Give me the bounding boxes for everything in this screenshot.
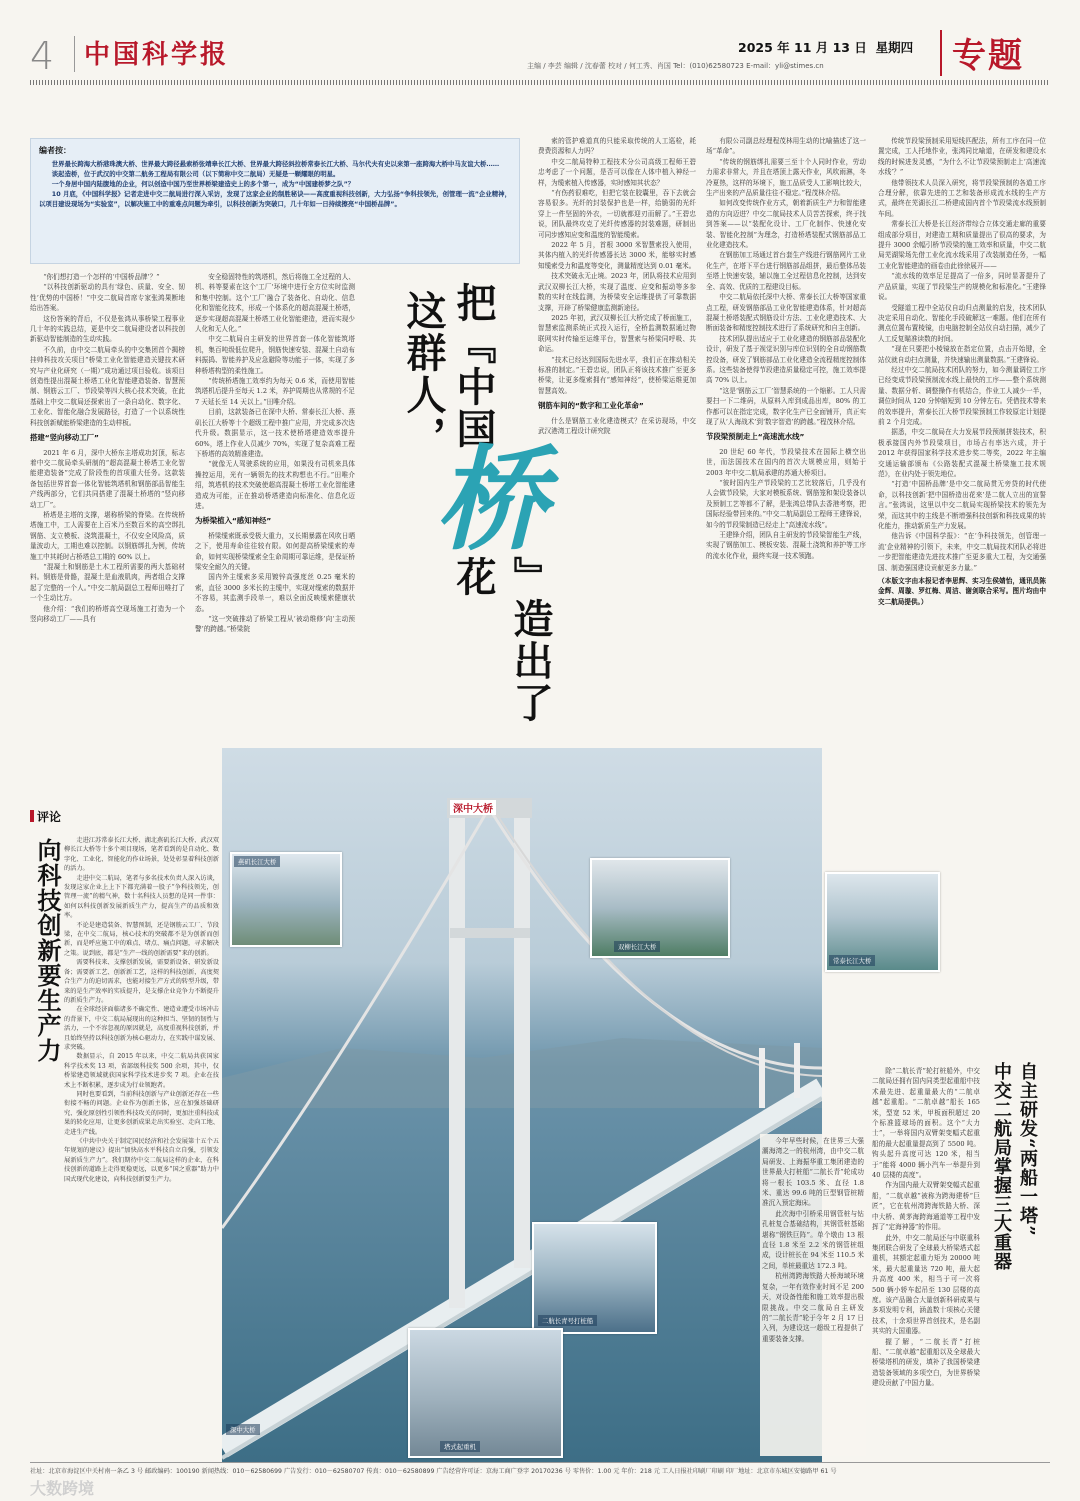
paper-name: 中国科学报 bbox=[84, 40, 230, 70]
col3-p4: 2022 年 5 月，首根 3000 米智慧索投入使用，其体内植入的光纤传感器长达 3000 米，能够实时感知缆索受力和温度等变化，测量精度达到 0.01 毫米。 bbox=[538, 241, 696, 270]
col4-p4: 在钢筋加工场通过首台套生产线进行钢筋网片工业化生产，在塔下平台进行钢筋部品组拼，最后整体吊装至塔上快速安装，辅以施工全过程信息化控制，达到安全、高效、优质的工程建设目标。 bbox=[706, 251, 866, 291]
col2-p5: “就像无人驾驶系统的应用，如果没有司机来具体操控运用，光有一辆领先的技术构想也不行。”田唯介绍，筑塔机的技术突破使超高混凝土桥塔工业化智能建造成为可能，正在推动桥塔建造向标准化、信息化迈进。 bbox=[195, 460, 355, 510]
col5-p3: 常泰长江大桥是长江经济带综合立体交通走廊的重要组成部分项目，对建造工期和质量提出了很高的要求，为提升 3000 余幅引桥节段梁的施工效率和质量，中交二航局芜湖梁场先借工业化流水线采用了改装制造任务，一幅工业化智能建造的画卷由此徐徐展开—— bbox=[878, 220, 1046, 270]
col4-p6: 技术团队提出适应于工业化建造的钢筋部品装配化设计，研发了基于视觉识别与库位识别的全自动钢筋数控设备，研发了钢筋部品工业化建造全流程精度控制体系。这些装备使得节段建造质量稳定可控，施工效率提高 70% 以上。 bbox=[706, 334, 866, 385]
caption-main-deck: 深中大桥 bbox=[226, 1424, 260, 1435]
col1-p1: “你们想打造一个怎样的‘中国桥品牌’？” bbox=[43, 273, 160, 281]
col1-p4: 不久前，由中交二航局牵头的中交集团首个揭榜挂帅科技攻关项目“桥梁工业化智能建造关键技术研究与产业化研究（一期）”成功通过项目验收。该项目创造性提出混凝土桥塔工业化智能建造装备、智慧预制、钢筋云工厂、节段梁等四大核心技术突破，在此基础上中交二航局还探索出了一条自动化、数字化、工业化、智能化融合发展路径，打造了一个以系统性科技创新赋能桥梁建造的生动样板。 bbox=[30, 345, 185, 427]
col3-p3: “有伤药很难吃，但把它装在胶囊里，吞下去就会容易很多。光纤的封装保护也是一样，给脆弱的光纤穿上一件坚固的外衣，一切就都迎刃而解了。”王碧忠说，团队最终攻克了光纤传感器的封装难题，研制出可同步感知应变和温度的智能缆索。 bbox=[538, 189, 696, 239]
editor-note-label: 编者按： bbox=[39, 146, 71, 155]
commentary-p8: 《中共中央关于制定国民经济和社会发展第十五个五年规划的建议》提出“加快高水平科技自立自强，引领发展新质生产力”。我们期待中交二航局这样的企业，在科技创新的道路上走得更稳更远，以更多“国之重器”助力中国式现代化建设，向科技创新要生产力。 bbox=[64, 1138, 219, 1183]
col1-p3: 这份答案的背后，不仅是张鸿从事桥梁工程事业几十年的实践总结，更是中交二航局建设者以科技创新驱动智能制造的生动实践。 bbox=[30, 314, 185, 344]
caption-crane: 塔式起重机 bbox=[440, 1441, 480, 1452]
article-column-5 bbox=[878, 136, 1046, 836]
photo-changtai-bridge bbox=[825, 872, 940, 972]
col2-p3: “传统桥塔施工效率约为每天 0.6 米，而使用智能筑塔机后提升至每天 1.2 米，养护周期也从常规的不足 7 天延长至 14 天以上。”田唯介绍。 bbox=[195, 377, 355, 406]
col4-subheading: 节段梁预制走上“高速流水线” bbox=[706, 432, 805, 442]
col3-p7: “技术已经达到国际先进水平，我们正在推动相关标准的制定。”王碧忠说，团队正将该技术推广至更多桥梁，让更多缆索拥有“感知神经”，使桥梁运维更加智慧高效。 bbox=[538, 355, 696, 395]
caption-changtai: 常泰长江大桥 bbox=[829, 955, 875, 966]
col4-p9: “彼时国内生产节段梁的工艺比较落后，几乎没有人会做节段梁，大家对模板系统、钢筋笼和架设装备以及预制工艺等都不了解，是张鸿总带队去香港考察，把国际经验带回来的。”中交二航局副总工程师王建锋说，如今的节段梁制造已经走上“高速流水线”。 bbox=[706, 479, 866, 529]
col5-p1: 传统节段梁预制采用短线匹配法，所有工序在同一位置完成，工人托地作业，张鸿同比喻道，在研发和建设水线的时候进发灵感，“为什么不让节段梁预制走上‘高速流水线’？” bbox=[878, 137, 1046, 177]
sidebar-body-left bbox=[760, 1134, 866, 1456]
col5-p4: “流水线的效率足足提高了一倍多，同时显著提升了产品质量，实现了节段梁生产的规模化和标准化。”王建锋说。 bbox=[878, 272, 1046, 302]
col5-p2: 他带领技术人员深入研究，将节段梁预制的各道工序合理分解，依靠先进的工艺和装备形成流水线的生产方式，最终在芜湖长江二桥建成国内首个节段梁流水线预制车间。 bbox=[878, 178, 1046, 218]
col5-p7: 经过中交二航局技术团队的努力，如今测量调位工序已经变成节段梁预制流水线上最快的工序——整个系统测量、数据分析、调整操作有机结合，作业工人减少一半，调位时间从 120 分钟缩短到 10 分钟左右。凭借技术带来的效率提升，常泰长江大桥节段梁预制工作较原定计划提前 2 个月完成。 bbox=[878, 365, 1046, 426]
article-column-1 bbox=[30, 272, 185, 782]
col4-p2: “传统的钢筋绑扎需要三至十个人同时作业，劳动力需求非常大，并且在塔顶上露天作业，风吹雨淋，冬冷夏热，这样的环境下，施工品质受人工影响比较大，生产出来的产品质量往往不稳定。”程茂林介绍。 bbox=[706, 157, 866, 198]
col3-subheading: 钢筋车间的“数字和工业化革命” bbox=[538, 401, 644, 411]
article-column-4 bbox=[706, 136, 866, 826]
photo-crane bbox=[408, 1328, 563, 1458]
col2-p1: 安全稳固特性的筑塔机，然后将施工全过程的人、机、料等要素在这个'工厂'环境中进行全方位实时监测和集中控制。这个'工厂'融合了装备化、自动化、信息化和智能化技术，形成一个体系化的超高混凝土桥塔，逐步实现超高混凝土桥塔工业化智能建造，进而实现少人化和无人化。” bbox=[195, 273, 355, 334]
caption-yanji: 燕矶长江大桥 bbox=[234, 856, 280, 867]
col5-p8: 据悉，中交二航局在大力发展节段预制拼装技术，积极承接国内外节段梁项目，市场占有率达六成，并于 2012 年获得国家科学技术进步奖二等奖，2022 年主编交通运输部颁布《公路装配式混凝土桥梁施工技术规范》，在业内处于领先地位。 bbox=[878, 428, 1046, 478]
sidebar-p4: 握了解，“二航长青”打桩船、“二航卓越”起重船以及全球最大桥梁塔机的研发，填补了我国桥梁建造装备领域的多项空白，为世界桥梁建设贡献了中国力量。 bbox=[872, 1337, 980, 1388]
issue-date: 2025 年 11 月 13 日 星期四 bbox=[738, 40, 914, 55]
col1-p6: 桥塔是主塔的支撑，堪称桥梁的脊梁。在传统桥塔施工中，工人需要在上百米乃至数百米的高空绑扎钢筋、支立模板、浇筑混凝土，不仅安全风险高，质量波动大，工期也难以控制。以钢筋绑扎为例，传统施工中其耗时占桥塔总工期的 60% 以上。 bbox=[30, 510, 185, 561]
col1-p8: 他介绍：“我们的桥塔高空现场施工打造为一个竖向移动工厂——具有 bbox=[30, 604, 185, 623]
col4-p10: 王建锋介绍，团队自主研发的节段梁智能生产线，实现了钢筋加工、模板安装、混凝土浇筑和养护等工序的流水化作业，最终实现一技术领跑。 bbox=[706, 531, 866, 560]
col2-p2: 中交二航局自主研发的世界首套一体化智能筑塔机，集百吨级低位爬升，钢筋快速安装、混凝土自动布料振捣、智能养护及应急避险等功能于一体，实现了多种桥塔构型的柔性施工。 bbox=[195, 335, 355, 375]
editor-note-box bbox=[30, 138, 520, 264]
col3-p6: 2025 年初，武汉双柳长江大桥完成了桥面施工，智慧索监测系统正式投入运行，全桥监测数据通过物联网实时传输至运维平台，智慧索与桥梁同呼吸、共命运。 bbox=[538, 313, 696, 354]
editor-note-p3: 一个身居中国内陆腹地的企业，何以创造中国乃至世界桥梁建造史上的多个第一，成为“中国建桥梦之队”？ bbox=[51, 180, 355, 188]
headline-part3: 』造出了花 bbox=[450, 556, 554, 724]
col3-p1: 索的管护难道真的只能采取传统的人工巡检，耗费费资源和人力吗？ bbox=[538, 137, 696, 156]
col2-p8: “这一突破推动了桥梁工程从‘被动维修’向‘主动预警’的跨越。”桥梁院 bbox=[195, 615, 355, 634]
col1-p2: “以科技创新驱动的具有‘绿色、质量、安全、韧性’优势的中国桥！”中交二航局首席专家张鸿果断地给出答案。 bbox=[30, 283, 185, 313]
col3-p8: 什么是钢筋工业化建造模式？在采访现场，中交武汉港湾工程设计研究院 bbox=[538, 416, 696, 435]
sidebar-p1: 除“二航长青”轮打桩船外，中交二航局还拥有国内同类型起重船中技术最先进、起重量最大的“二航卓越”起重船。“二航卓越”船长 165 米，型宽 52 米，甲板面积超过 20 个标准篮球场的面积。这个“大力士”，一举将国内双臂架变幅式起重船的最大起重量提高到了 5500 吨。钩头起升高度可达 120 米，相当于“能将 4000 辆小汽车一举提升到 40 层楼的高度”。 bbox=[872, 1067, 980, 1180]
commentary-label: 评论 bbox=[30, 808, 61, 825]
masthead bbox=[0, 0, 1080, 80]
sidebar-p2: 作为国内最大双臂架变幅式起重船，“二航卓越”被称为跨海建桥“巨匠”，它在杭州湾跨海铁路大桥、深中大桥、黄茅海跨海通道等工程中发挥了“定海神器”的作用。 bbox=[872, 1181, 980, 1232]
headline-big-character: 桥 bbox=[417, 440, 548, 552]
col2-p4: 目前，这款装备已在深中大桥、常泰长江大桥、燕矶长江大桥等十个超级工程中推广应用，并完成多次迭代升级。数据显示，这一技术使桥塔建造效率提升 60%，塔上作业人员减少 70%，实现了复杂高难工程下桥塔的高效精准建造。 bbox=[195, 408, 355, 458]
commentary-body bbox=[64, 836, 219, 1456]
col4-p1: 有限公司副总经理程茂林用生动的比喻描述了这一场“革命”。 bbox=[706, 137, 866, 156]
editor-note-p4: 10 月底，《中国科学报》记者走进中交二航局进行深入采访，发现了这家企业的制胜秘诀——高度重视科技创新，大力弘扬“争科技领先，创管理一流”企业精神，以项目建设现场为“实验室”，以解决施工中的重难点问题为牵引，以科技创新为突破口，几十年如一日持续擦亮“中国桥品牌”。 bbox=[39, 190, 511, 208]
sidebar-p5: 今年早些时候，在世界三大强潮海湾之一的杭州湾，由中交二航局研发、上海振华重工集团建造的世界最大打桩船“二航长青”轮成功将一根长 103.5 米、直径 1.8 米、重达 99.6 吨的巨型钢管桩精准沉入预定海床。 bbox=[762, 1137, 864, 1208]
photo-yanji-bridge bbox=[230, 852, 342, 947]
caption-changqing: 二航长青号打桩船 bbox=[538, 1315, 597, 1326]
col4-p7: “这是‘钢筋云工厂’智慧系统的一个缩影。工人只需要扫一下二维码，从原料入库到成品出库，80% 的工作都可以在指定完成，数字化生产已全面铺开，真正实现了从‘人海战术’到‘数字智造’的跨越。”程茂林介绍。 bbox=[706, 386, 866, 426]
article-column-3 bbox=[538, 136, 696, 836]
watermark: 大数跨境 bbox=[30, 1479, 95, 1498]
commentary-p2: 走进中交二航局，笔者与多名技术负责人深入访谈，发现这家企业上上下下都充满着一股子“争科技领先，创管理一流”的精气神，数十名科技人员想的是同一件事：如何以科技创新发展新质生产力，提高生产的品质和效率。 bbox=[64, 874, 219, 920]
footer-address: 社址：北京市海淀区中关村南一条乙 3 号 邮政编码：100190 新闻热线：010－62580699 广告发行：010－62580707 传真：010－62580899 广告经营许可证：京海工商广登字 20170236 号 零售价：1.00 元 年价：218 元 工人日报社印刷厂印刷 印厂地址：北京市东城区安德路甲 61 号 bbox=[30, 1468, 837, 1475]
col5-p5: 受隧道工程中全站仪自动归点测量的启发，技术团队决定采用自动化、智能化手段破解这一难题。他们在所有测点位置布置棱镜，由电脑控制全站仪自动扫描，减少了人工反复瞄准读数的时间。 bbox=[878, 303, 1046, 343]
section-title: 专题 bbox=[952, 36, 1024, 76]
commentary-p7: 同时也要看到，当前科技创新与产业创新还存在一些衔接不畅的问题。企业作为创新主体，应在加强基础研究、强化原创性引领性科技攻关的同时，更加注重科技成果的转化应用，让更多创新成果走出实验室、走向工地、走进生产线。 bbox=[64, 1090, 219, 1136]
editor-note-p1: 世界最长跨海大桥港珠澳大桥、世界最大跨径悬索桥张靖皋长江大桥、世界最大跨径斜拉桥常泰长江大桥、马尔代夫有史以来第一座跨海大桥中马友谊大桥…… bbox=[51, 160, 500, 168]
commentary-title: 向科技创新要生产力 bbox=[33, 838, 62, 1063]
photo-shuangliu-bridge bbox=[590, 858, 730, 958]
col2-subheading: 为桥梁植入“感知神经” bbox=[195, 516, 272, 526]
sidebar-subtitle: 自主研发“两船一塔” bbox=[1017, 1062, 1038, 1237]
col2-p7: 国内外主缆索多采用镀锌高强度丝 0.25 毫米的索，直径 3000 多米长的主缆中，实现对缆索的数据并不容易，其监测手段单一，难以全面反映缆索健康状态。 bbox=[195, 573, 355, 613]
sidebar-p7: 杭州湾跨海铁路大桥海域环境复杂，一年有效作业时间不足 200 天，对设备性能和施工效率提出极限挑战。中交二航局自主研发的“二航长青”轮于今年 2 月 17 日入列，为建设这一超级工程提供了重要装备支撑。 bbox=[762, 1272, 864, 1343]
editor-note-p2: 谈起造桥，位于武汉的中交第二航务工程局有限公司（以下简称中交二航局）无疑是一颗耀眼的明星。 bbox=[51, 170, 340, 178]
col3-p2: 中交二航局特种工程技术分公司高级工程师王碧忠考虑了一个问题，是否可以像在人体中植入神经一样，为缆索植入传感器，实时感知其状态？ bbox=[538, 157, 696, 187]
photo-changqing-piling-ship bbox=[532, 1222, 657, 1334]
commentary-p3: 不论是建造装备、智慧预制，还是钢筋云工厂、节段梁，在中交二航局，核心技术的突破都不是为创新而创新，而是呼应施工中的难点、堵点、痛点问题，寻求解决之策。说到底，都是“生产一线的创新需要”来的创新。 bbox=[64, 921, 219, 957]
headline-part1: 这群人， bbox=[400, 290, 447, 458]
col5-p6: “现在只要把小棱镜放在指定位置，点击开始键，全站仪就自动扫点测量，并快速输出测量数据。”王建锋说。 bbox=[878, 345, 1046, 364]
headline-part2: 把『中国 bbox=[450, 282, 497, 450]
col5-credit: （本版文字由本报记者李思辉、实习生侯婧怡，通讯员陈金辉、周璇、罗红梅、周洁、谢剑联合采写。图片均由中交二航局提供。） bbox=[878, 577, 1046, 606]
col2-p6: 桥梁缆索既承受极大重力，又长期暴露在风吹日晒之下，使用寿命往往较有限。如何提高桥梁缆索的寿命，如何实现桥梁缆索全生命周期可靠运维，是保证桥梁安全耐久的关键。 bbox=[195, 531, 355, 571]
col4-p3: 如何改变传统作业方式，朝着新质生产力和智能建造的方向迈进？中交二航局技术人员苦苦探索，终于找到答案——以“装配化设计、工厂化制作、快速化安装、智能化控制”为理念，打造桥塔装配式钢筋部品工业化建造技术。 bbox=[706, 199, 866, 250]
col1-subheading: 搭建“竖向移动工厂” bbox=[30, 433, 99, 443]
commentary-p6: 数据显示，自 2015 年以来，中交二航局共获国家科学技术奖 13 项，省部级科技奖 500 余项，其中，仅桥梁建造领域就获国家科学技术进步奖 7 项。企业在技术上不断积累，逐步成为行业领跑者。 bbox=[64, 1053, 219, 1089]
col5-p10: 他告诉《中国科学报》：“在‘争科技领先，创管理一流’企业精神的引领下，未来，中交二航局技术团队必将进一步把智能建造先进技术推广至更多重大工程，为交通强国、制造强国建设贡献更多力量。” bbox=[878, 532, 1046, 572]
sidebar-p6: 此次海中引桥采用钢管桩与钻孔桩复合基础结构，其钢管桩基础堪称“钢铁巨阵”。单个墩由 13 根直径 1.8 米至 2.2 米的钢管桩组成，设计桩长在 94 米至 110.5 米之间，单桩最重达 172.3 吨。 bbox=[762, 1209, 864, 1270]
commentary-p1: 走进江苏常泰长江大桥、湖北燕矶长江大桥、武汉双柳长江大桥等十多个项目现场，笔者看到的是自动化、数字化、工业化、智能化的作业场景，处处彰显着科技创新的活力。 bbox=[64, 837, 219, 873]
masthead-rule bbox=[30, 80, 1050, 85]
caption-shuangliu: 双柳长江大桥 bbox=[614, 941, 660, 952]
col4-p8: 20 世纪 60 年代，节段梁技术在国际上横空出世，而法国技术在国内的首次大规模应用，则始于 2003 年中交二航局承建的苏通大桥项目。 bbox=[706, 447, 866, 477]
sidebar-title: 中交二航局掌握三大重器 bbox=[991, 1062, 1012, 1271]
col1-p7: “混凝土和钢筋是土木工程所需要的两大基础材料。钢筋是骨骼，混凝土是血液肌肉，两者组合支撑起了完整的一个人。”中交二航局副总工程师田唯打了一个生动比方。 bbox=[30, 562, 185, 603]
article-column-2 bbox=[195, 272, 355, 782]
col5-p9: “打造‘中国桥品牌’是中交二航局贯无旁贷的时代使命，以科技创新‘把中国桥造出花来’是二航人立出的宣誓言。”张鸿说，这里以中交二航局实现桥梁技术的领先为荣，而这其中的主线是不断增强科技创新和科技成果的转化能力，推动新质生产力发展。 bbox=[878, 480, 1046, 531]
editors-line: 主编 / 李芸 编辑 / 沈春蕾 校对 / 何工秀、肖国 Tel：(010)62580723 E-mail：yli@stimes.cn bbox=[527, 62, 824, 70]
page-number: 4 bbox=[30, 34, 55, 78]
col1-p5: 2021 年 6 月，深中大桥东主塔成功封顶，标志着中交二航局牵头研制的“超高混凝土桥塔工业化智能建造装备”完成了阶段性的首项重大任务。这款装备包括世界首套一体化智能筑塔机和钢筋部品智能生产线两部分，它们共同搭建了混凝土桥塔的“竖向移动工厂”。 bbox=[30, 448, 185, 509]
bridge-tower-sign: 深中大桥 bbox=[450, 800, 496, 815]
sidebar-p3: 此外，中交二航局还与中联重科集团联合研发了全球最大桥梁塔式起重机，其额定起重力矩为 20000 吨米，最大起重量达 720 吨，最大起升高度 400 米，相当于可一次将 500 辆小轿车起吊至 130 层楼的高度。该产品融合大量创新科研成果与多项发明专利，涵盖数十项核心关键技术，十余项世界首创技术，是名副其实的大国重器。 bbox=[872, 1233, 980, 1336]
col4-p5: 中交二航局依托深中大桥、常泰长江大桥等国家重点工程，研发钢筋部品工业化智能建造体系，针对超高混凝土桥塔装配式钢筋设计方法、工业化建造技术、大断面装备和精度控制技术进行了系统研究和自主创新。 bbox=[706, 293, 866, 333]
commentary-p4: 需要科技来、支撑创新发展，需要新设备、研发新设备；需要新工艺、创新新工艺，这样的科技创新，高度契合生产力的迫切需求，也能对接生产方式的转型升级，带来的是生产效率的实质提升，是支撑企业竞争力不断提升的新质生产力。 bbox=[64, 959, 219, 1004]
col3-p5: 技术突破永无止境。2023 年，团队将技术应用到武汉双柳长江大桥，实现了温度、应变和振动等多参数的实时在线监测，为桥梁安全运维提供了可靠数据支撑，开辟了桥梁健康监测新途径。 bbox=[538, 272, 696, 312]
commentary-p5: 在全球经济面临诸多不确定性、建造业遭受市场冲击的背景下，中交二航局展现出的这种担当、坚韧的韧性与活力，一个不容忽视的原因就是，高度重视科技创新，并且始终坚持以科技创新为核心驱动力，在实践中谋发展、求突破。 bbox=[64, 1006, 219, 1051]
sidebar-body-right bbox=[872, 1066, 980, 1456]
